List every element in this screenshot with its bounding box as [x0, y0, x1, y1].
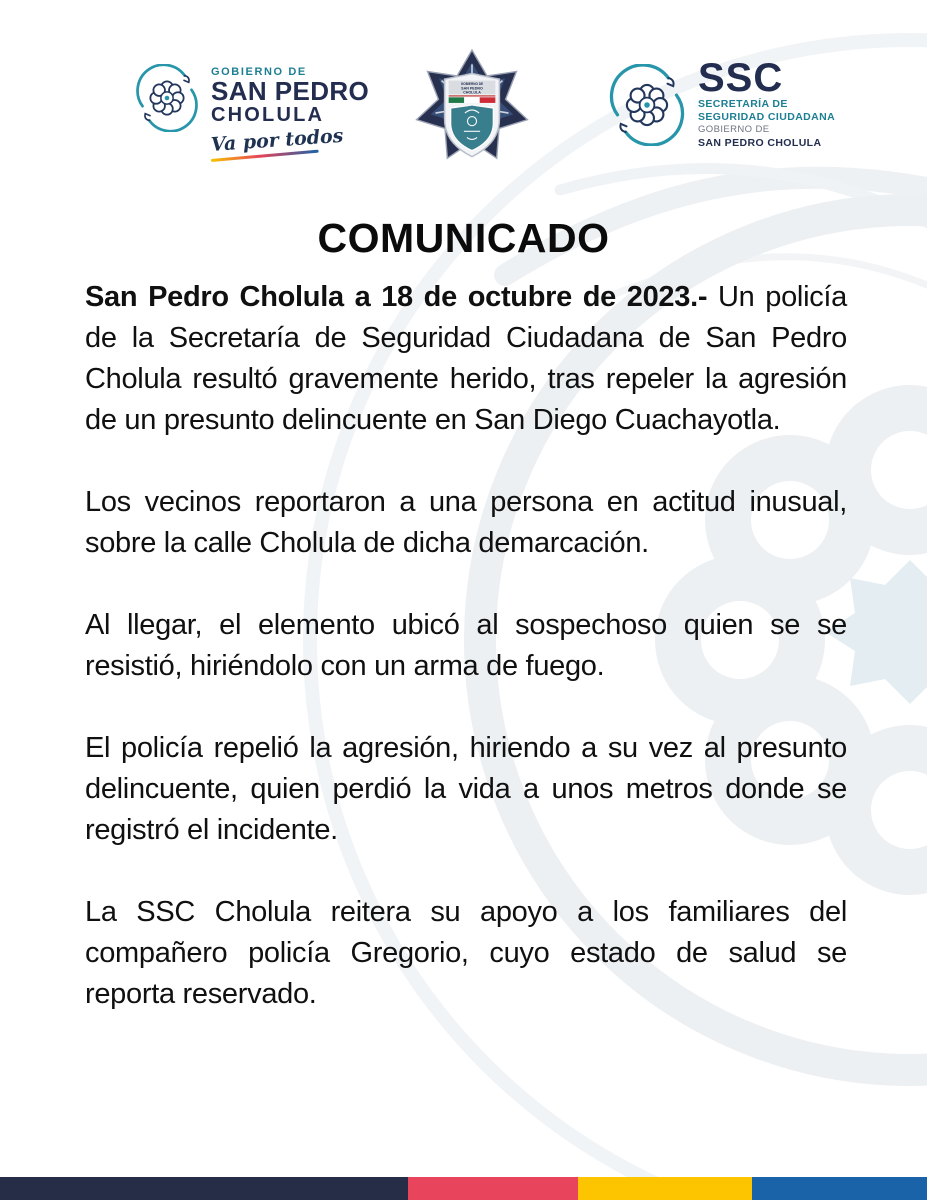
- footer-stripe: [0, 1177, 927, 1200]
- ssc-line2: SEGURIDAD CIUDADANA: [698, 111, 836, 124]
- paragraph-1-rest: Un policía de la Secretaría de Seguridad Ciudadana de San Pedro Cholula resultó gravemente herido, tras repeler la agresión de un presunto delincuente en San Diego Cuachayotla.: [85, 281, 847, 436]
- ssc-line4: SAN PEDRO CHOLULA: [698, 136, 822, 149]
- hands-flower-icon: [606, 64, 688, 146]
- gobierno-logo-line1: GOBIERNO DE: [211, 66, 307, 78]
- paragraph-4: El policía repelió la agresión, hiriendo a su vez al presunto delincuente, quien perdió la vida a unos metros donde se registró el incidente.: [85, 732, 847, 846]
- page-title: COMUNICADO: [317, 215, 610, 261]
- flower-icon: [627, 85, 667, 125]
- ssc-logo: [606, 58, 835, 150]
- paragraph-1: [85, 277, 847, 441]
- badge-banner-line1: GOBIERNO DE: [460, 82, 484, 87]
- gobierno-logo-slogan: Va por todos: [210, 125, 345, 157]
- paragraph-1-dateline: San Pedro Cholula a 18 de octubre de 2023.-: [85, 281, 708, 313]
- police-star-badge: [408, 40, 536, 178]
- header: [0, 0, 927, 190]
- ssc-line1: SECRETARÍA DE: [698, 98, 788, 110]
- body-text: [85, 277, 847, 1056]
- gobierno-logo-line3: CHOLULA: [211, 104, 325, 127]
- badge-banner-line2: SAN PEDRO: [461, 86, 483, 91]
- ssc-acronym: SSC: [698, 56, 784, 100]
- police-star-icon: [408, 40, 536, 178]
- paragraph-3: Al llegar, el elemento ubicó al sospechoso quien se se resistió, hiriéndolo con un arma de fuego.: [85, 609, 847, 682]
- stripe-red: [408, 1177, 578, 1200]
- gobierno-logo-line2: SAN PEDRO: [211, 76, 370, 106]
- gobierno-logo: [133, 60, 369, 162]
- paragraph-2: Los vecinos reportaron a una persona en actitud inusual, sobre la calle Cholula de dicha demarcación.: [85, 486, 847, 559]
- flag-stripe: [449, 97, 496, 103]
- hands-flower-icon: [133, 64, 201, 132]
- stripe-yellow: [578, 1177, 752, 1200]
- stripe-navy: [0, 1177, 408, 1200]
- badge-banner-line3: CHOLULA: [463, 90, 481, 95]
- paragraph-5: La SSC Cholula reitera su apoyo a los familiares del compañero policía Gregorio, cuyo estado de salud se reporta reservado.: [85, 896, 847, 1010]
- flower-icon: [150, 81, 183, 114]
- stripe-blue: [752, 1177, 927, 1200]
- ssc-line3: GOBIERNO DE: [698, 124, 770, 136]
